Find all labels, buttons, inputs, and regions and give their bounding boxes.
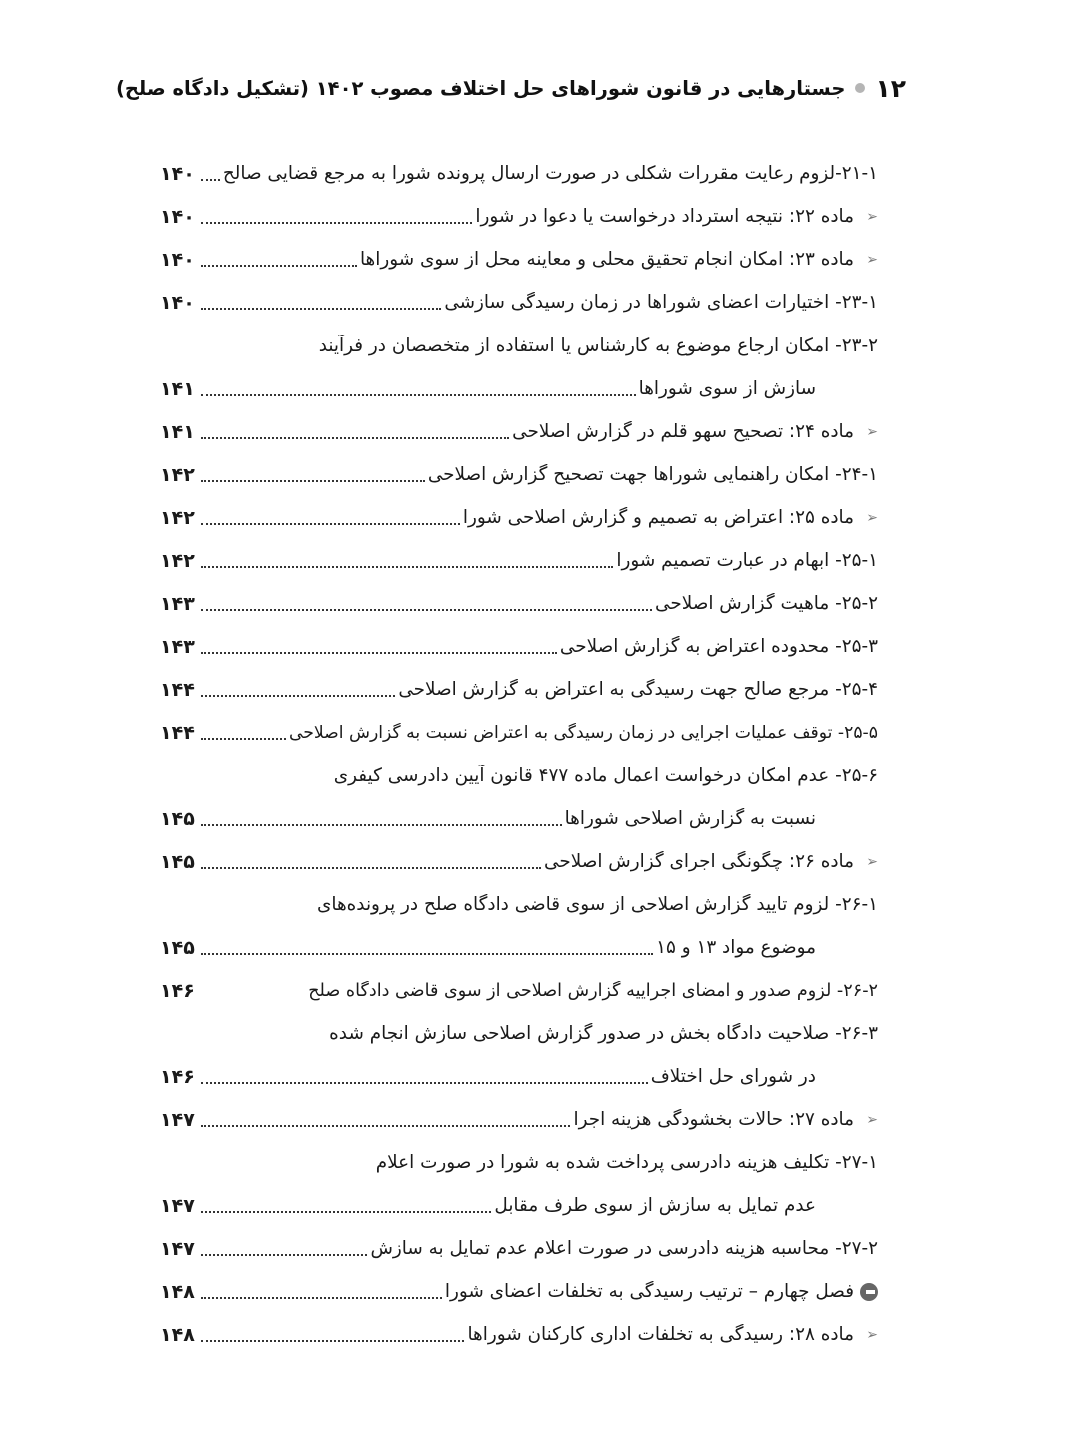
toc-entry[interactable] <box>160 324 878 367</box>
toc-entry[interactable] <box>160 582 878 625</box>
arrow-bullet-icon: ➢ <box>866 1111 878 1128</box>
toc-entry-page: ۱۴۳ <box>160 635 195 658</box>
toc-entry-continuation[interactable] <box>160 1055 878 1098</box>
toc-entry[interactable] <box>160 238 878 281</box>
toc-leader-dots <box>201 1254 367 1256</box>
toc-leader-dots <box>201 1297 442 1299</box>
toc-entry-continuation[interactable] <box>160 926 878 969</box>
toc-entry-page: ۱۴۷ <box>160 1237 195 1260</box>
toc-entry[interactable] <box>160 152 878 195</box>
toc-entry-title: ۲۵-۲- ماهیت گزارش اصلاحی <box>655 593 878 614</box>
toc-leader-dots <box>201 394 636 396</box>
toc-entry-page: ۱۴۲ <box>160 506 195 529</box>
toc-entry-title: ۲۶-۳- صلاحیت دادگاه بخش در صدور گزارش اصلاحی سازش انجام شده <box>329 1023 878 1044</box>
toc-leader-dots <box>201 1082 648 1084</box>
toc-entry-page: ۱۴۸ <box>160 1323 195 1346</box>
toc-entry-page: ۱۴۴ <box>160 678 195 701</box>
toc-entry-page: ۱۴۰ <box>160 162 195 185</box>
toc-entry[interactable] <box>160 883 878 926</box>
toc-leader-dots <box>201 437 509 439</box>
toc-entry[interactable] <box>160 1098 878 1141</box>
page-number: ۱۲ <box>875 73 906 103</box>
toc-leader-dots <box>201 566 613 568</box>
toc-entry-title: ماده ۲۷: حالات بخشودگی هزینه اجرا <box>573 1109 854 1130</box>
toc-entry-title: ۲۵-۶- عدم امکان درخواست اعمال ماده ۴۷۷ قانون آیین دادرسی کیفری <box>333 765 878 786</box>
toc-entry-title: فصل چهارم – ترتیب رسیدگی به تخلفات اعضای شورا <box>444 1281 854 1302</box>
toc-leader-dots <box>201 953 653 955</box>
toc-entry-title: ۲۳-۲- امکان ارجاع موضوع به کارشناس یا استفاده از متخصصان در فرآیند <box>318 335 878 356</box>
toc-entry-page: ۱۴۷ <box>160 1194 195 1217</box>
toc-leader-dots <box>201 222 472 224</box>
toc-entry[interactable] <box>160 281 878 324</box>
toc-entry-title: ماده ۲۵: اعتراض به تصمیم و گزارش اصلاحی شورا <box>462 507 854 528</box>
toc-entry-page: ۱۴۶ <box>160 979 195 1002</box>
toc-entry[interactable] <box>160 1012 878 1055</box>
chapter-bullet-icon <box>860 1283 878 1301</box>
arrow-bullet-icon: ➢ <box>866 1326 878 1343</box>
arrow-bullet-icon: ➢ <box>866 509 878 526</box>
toc-entry-title: ماده ۲۲: نتیجه استرداد درخواست یا دعوا در شورا <box>475 206 854 227</box>
running-header <box>115 68 906 108</box>
toc-entry-title: ۲۶-۲- لزوم صدور و امضای اجراییه گزارش اصلاحی از سوی قاضی دادگاه صلح <box>308 980 878 1001</box>
toc-entry[interactable] <box>160 195 878 238</box>
toc-entry[interactable] <box>160 754 878 797</box>
toc-entry-page: ۱۴۰ <box>160 291 195 314</box>
toc-entry-page: ۱۴۲ <box>160 463 195 486</box>
toc-entry-title: ۲۶-۱- لزوم تایید گزارش اصلاحی از سوی قاضی دادگاه صلح در پرونده‌های <box>316 894 878 915</box>
toc-entry-title: ۲۵-۵- توقف عملیات اجرایی در زمان رسیدگی به اعتراض نسبت به گزارش اصلاحی <box>288 722 878 743</box>
book-title: جستارهایی در قانون شوراهای حل اختلاف مصوب ۱۴۰۲ (تشکیل دادگاه صلح) <box>115 76 846 100</box>
toc-entry-title: ۲۵-۴- مرجع صالح جهت رسیدگی به اعتراض به گزارش اصلاحی <box>398 679 878 700</box>
toc-leader-dots <box>201 308 441 310</box>
toc-entry-title: ۲۷-۱- تکلیف هزینه دادرسی پرداخت شده به شورا در صورت اعلام <box>375 1152 878 1173</box>
toc-entry-title: ۲۵-۳- محدوده اعتراض به گزارش اصلاحی <box>559 636 878 657</box>
toc-entry[interactable] <box>160 1227 878 1270</box>
toc-leader-dots <box>201 523 460 525</box>
toc-entry-page: ۱۴۰ <box>160 205 195 228</box>
toc-entry[interactable] <box>160 496 878 539</box>
toc-entry-page: ۱۴۸ <box>160 1280 195 1303</box>
toc-entry-page: ۱۴۳ <box>160 592 195 615</box>
toc-entry-title: در شورای حل اختلاف <box>650 1066 816 1087</box>
header-bullet-icon <box>855 83 865 93</box>
toc-entry[interactable] <box>160 1141 878 1184</box>
toc-leader-dots <box>201 1125 570 1127</box>
toc-entry-page: ۱۴۶ <box>160 1065 195 1088</box>
toc-entry-title: ۲۳-۱- اختیارات اعضای شوراها در زمان رسیدگی سازشی <box>444 292 878 313</box>
toc-leader-dots <box>201 480 425 482</box>
toc-entry-page: ۱۴۵ <box>160 807 195 830</box>
toc-leader-dots <box>201 179 220 181</box>
toc-entry[interactable] <box>160 453 878 496</box>
toc-entry-continuation[interactable] <box>160 1184 878 1227</box>
toc-leader-dots <box>201 265 357 267</box>
toc-leader-dots <box>201 652 557 654</box>
toc-entry-title: ماده ۲۴: تصحیح سهو قلم در گزارش اصلاحی <box>512 421 854 442</box>
toc-leader-dots <box>201 1211 491 1213</box>
toc-entry[interactable] <box>160 625 878 668</box>
toc-entry-title: نسبت به گزارش اصلاحی شوراها <box>564 808 816 829</box>
toc-leader-dots <box>201 695 395 697</box>
toc-entry-title: ۲۴-۱- امکان راهنمایی شوراها جهت تصحیح گزارش اصلاحی <box>427 464 878 485</box>
toc-leader-dots <box>201 609 652 611</box>
toc-entry[interactable] <box>160 969 878 1012</box>
arrow-bullet-icon: ➢ <box>866 251 878 268</box>
table-of-contents <box>160 152 878 1356</box>
toc-entry-page: ۱۴۰ <box>160 248 195 271</box>
toc-entry-title: ماده ۲۸: رسیدگی به تخلفات اداری کارکنان شوراها <box>467 1324 854 1345</box>
toc-entry-title: موضوع مواد ۱۳ و ۱۵ <box>656 937 816 958</box>
arrow-bullet-icon: ➢ <box>866 208 878 225</box>
toc-entry-title: ۲۵-۱- ابهام در عبارت تصمیم شورا <box>616 550 878 571</box>
toc-entry-title: عدم تمایل به سازش از سوی طرف مقابل <box>494 1195 816 1216</box>
toc-entry-page: ۱۴۲ <box>160 549 195 572</box>
toc-leader-dots <box>201 824 562 826</box>
toc-entry-page: ۱۴۴ <box>160 721 195 744</box>
toc-entry-continuation[interactable] <box>160 797 878 840</box>
arrow-bullet-icon: ➢ <box>866 853 878 870</box>
toc-entry[interactable] <box>160 840 878 883</box>
toc-leader-dots <box>201 1340 464 1342</box>
toc-leader-dots <box>201 867 541 869</box>
toc-entry-continuation[interactable] <box>160 367 878 410</box>
toc-entry-title: ۲۷-۲- محاسبه هزینه دادرسی در صورت اعلام عدم تمایل به سازش <box>370 1238 878 1259</box>
toc-entry-page: ۱۴۱ <box>160 420 195 443</box>
arrow-bullet-icon: ➢ <box>866 423 878 440</box>
toc-entry-page: ۱۴۷ <box>160 1108 195 1131</box>
toc-entry-page: ۱۴۵ <box>160 936 195 959</box>
toc-leader-dots <box>201 738 286 740</box>
toc-entry[interactable] <box>160 668 878 711</box>
toc-chapter-entry[interactable] <box>160 1270 878 1313</box>
toc-entry-title: سازش از سوی شوراها <box>638 378 816 399</box>
toc-entry-title: ۲۱-۱-لزوم رعایت مقررات شکلی در صورت ارسال پرونده شورا به مرجع قضایی صالح <box>222 163 878 184</box>
toc-entry[interactable] <box>160 711 878 754</box>
toc-entry-page: ۱۴۵ <box>160 850 195 873</box>
toc-entry-title: ماده ۲۶: چگونگی اجرای گزارش اصلاحی <box>544 851 854 872</box>
toc-entry[interactable] <box>160 539 878 582</box>
toc-entry-page: ۱۴۱ <box>160 377 195 400</box>
toc-entry[interactable] <box>160 1313 878 1356</box>
toc-entry-title: ماده ۲۳: امکان انجام تحقیق محلی و معاینه محل از سوی شوراها <box>359 249 854 270</box>
toc-entry[interactable] <box>160 410 878 453</box>
